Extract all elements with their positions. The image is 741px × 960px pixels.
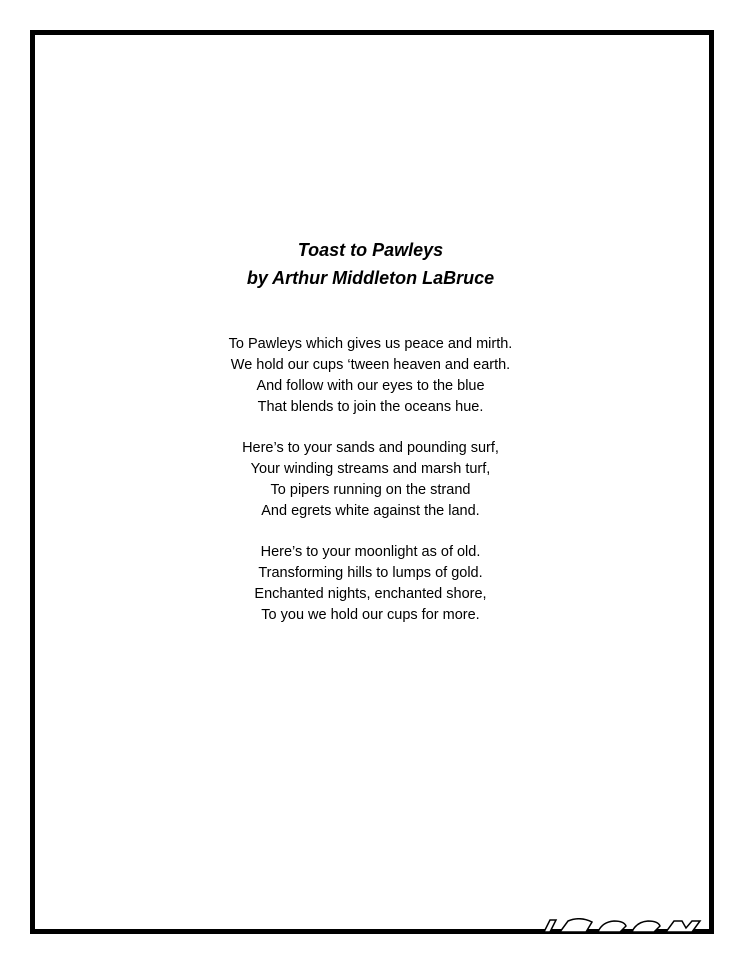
poem-line: And egrets white against the land. — [261, 503, 480, 519]
poem-line: We hold our cups ‘tween heaven and earth. — [230, 357, 511, 373]
poem-body — [0, 334, 741, 646]
poem-line: Enchanted nights, enchanted shore, — [254, 586, 487, 602]
poem-line: To Pawleys which gives us peace and mirth. — [228, 336, 513, 352]
poem-title: Toast to Pawleys — [297, 240, 444, 260]
poem-line: Here’s to your sands and pounding surf, — [242, 440, 499, 456]
stanza-1 — [0, 334, 741, 418]
poem-line: To pipers running on the strand — [270, 482, 471, 498]
poem-line: To you we hold our cups for more. — [261, 607, 480, 623]
poem-byline: by Arthur Middleton LaBruce — [246, 268, 495, 288]
poem-header — [0, 236, 741, 292]
stanza-2 — [0, 438, 741, 522]
poem-line: Transforming hills to lumps of gold. — [258, 565, 483, 581]
poem-line: And follow with our eyes to the blue — [256, 378, 485, 394]
poem-line: Your winding streams and marsh turf, — [250, 461, 491, 477]
logo-fragment-icon — [540, 918, 710, 932]
poem-line: That blends to join the oceans hue. — [257, 399, 484, 415]
stanza-3 — [0, 542, 741, 626]
poem-line: Here’s to your moonlight as of old. — [260, 544, 481, 560]
cropped-logo-mark — [540, 918, 710, 932]
